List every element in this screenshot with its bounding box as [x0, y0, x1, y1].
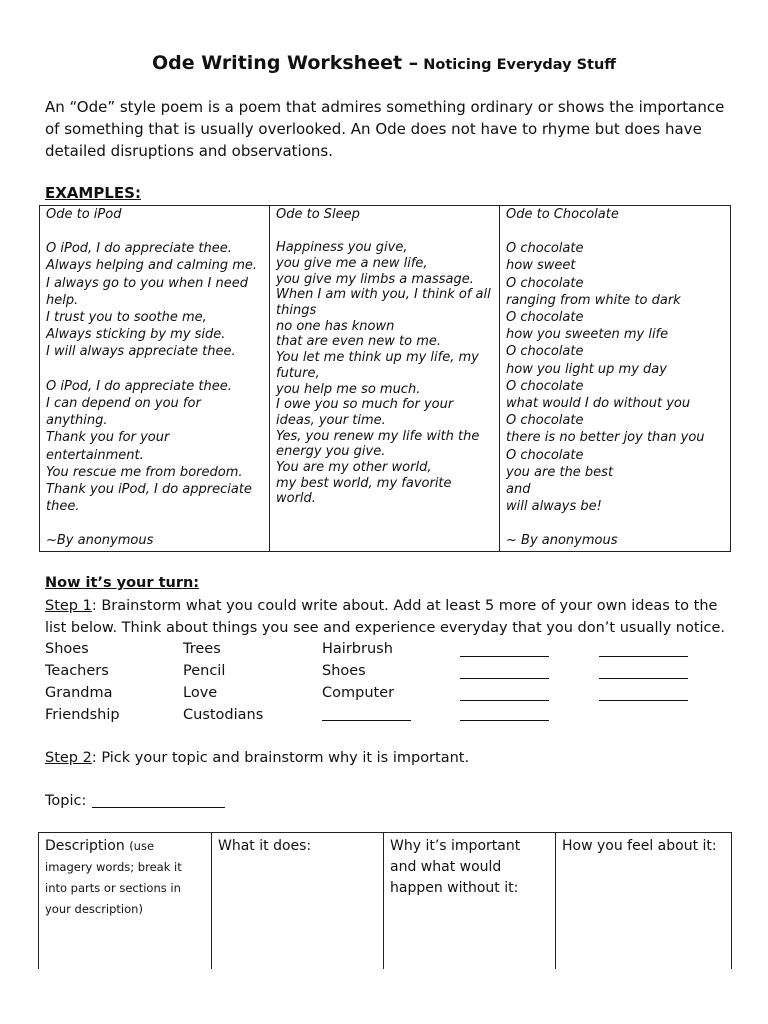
idea-blank-line[interactable]: [460, 700, 549, 701]
step1-label: Step 1: [45, 598, 92, 614]
topic-blank-line[interactable]: [92, 807, 225, 808]
idea-word: Hairbrush: [322, 641, 393, 657]
title-main: Ode Writing Worksheet –: [151, 52, 419, 74]
idea-word: Friendship: [45, 707, 120, 723]
idea-blank-line[interactable]: [322, 720, 411, 721]
description-column[interactable]: [39, 833, 212, 970]
title-subtitle: Noticing Everyday Stuff: [423, 57, 617, 73]
example-author: ~By anonymous: [46, 532, 154, 548]
example-body: O chocolate how sweet O chocolate ranging from white to dark O chocolate how you sweeten my life O chocolate how you light up my day O chocolate what would I do without you O chocolate there is no better joy than you O chocolate you are the best and will always be!: [506, 241, 705, 515]
how-you-feel-column[interactable]: [556, 833, 732, 970]
example-title: Ode to iPod: [46, 207, 122, 222]
idea-blank-line[interactable]: [460, 720, 549, 721]
why-important-column[interactable]: [384, 833, 556, 970]
idea-blank-line[interactable]: [599, 700, 688, 701]
idea-word: Custodians: [183, 707, 264, 723]
idea-word: Shoes: [322, 663, 366, 679]
description-note: (use imagery words; break it into parts or sections in your description): [45, 839, 182, 916]
idea-word: Computer: [322, 685, 395, 701]
step1-instructions: [45, 595, 735, 639]
your-turn-heading: Now it’s your turn:: [45, 575, 200, 591]
example-cell-ipod: [40, 206, 270, 552]
examples-heading: EXAMPLES:: [45, 184, 141, 202]
idea-blank-line[interactable]: [599, 678, 688, 679]
step2-text: : Pick your topic and brainstorm why it is important.: [91, 750, 470, 766]
example-body: O iPod, I do appreciate thee. Always helping and calming me. I always go to you when I need help. I trust you to soothe me, Always sticking by my side. I will always appreciate thee. O iPod, I do appreciate thee. I can depend on you for anything. Thank you for your entertainment. You rescue me from boredom. Thank you iPod, I do appreciate thee.: [46, 241, 258, 515]
why-important-label: Why it’s important and what would happen without it:: [390, 838, 521, 896]
brainstorm-table: [38, 832, 732, 969]
what-it-does-label: What it does:: [218, 838, 312, 854]
example-cell-chocolate: [500, 206, 731, 552]
idea-word: Grandma: [45, 685, 113, 701]
what-it-does-column[interactable]: [212, 833, 384, 970]
examples-table: [39, 205, 731, 552]
example-body: Happiness you give, you give me a new life, you give my limbs a massage. When I am with you, I think of all things no one has known that are even new to me. You let me think up my life, my future, you help me so much. I owe you so much for your ideas, your time. Yes, you renew my life with the energy you give. You are my other world, my best world, my favorite world.: [276, 240, 491, 507]
idea-word: Love: [183, 685, 218, 701]
idea-blank-line[interactable]: [460, 678, 549, 679]
idea-blank-line[interactable]: [460, 656, 549, 657]
example-author: ~ By anonymous: [506, 532, 618, 548]
idea-word: Teachers: [45, 663, 109, 679]
idea-word: Pencil: [183, 663, 226, 679]
step2-label: Step 2: [45, 750, 92, 766]
description-label: Description: [45, 838, 130, 854]
idea-word: Shoes: [45, 641, 89, 657]
step1-text: : Brainstorm what you could write about. Add at least 5 more of your own ideas to the list below. Think about things you see and experience everyday that you don’t usually notice.: [45, 598, 726, 636]
intro-paragraph: An “Ode” style poem is a poem that admires something ordinary or shows the importance of something that is usually overlooked. An Ode does not have to rhyme but does have detailed disruptions and observations.: [45, 98, 725, 160]
example-cell-sleep: [270, 206, 500, 552]
idea-word: Trees: [183, 641, 221, 657]
how-you-feel-label: How you feel about it:: [562, 838, 717, 854]
topic-label: Topic:: [45, 793, 87, 809]
step2-instructions: [45, 747, 735, 769]
example-title: Ode to Chocolate: [506, 207, 619, 222]
example-title: Ode to Sleep: [276, 207, 360, 222]
idea-blank-line[interactable]: [599, 656, 688, 657]
page-title: [0, 52, 768, 74]
